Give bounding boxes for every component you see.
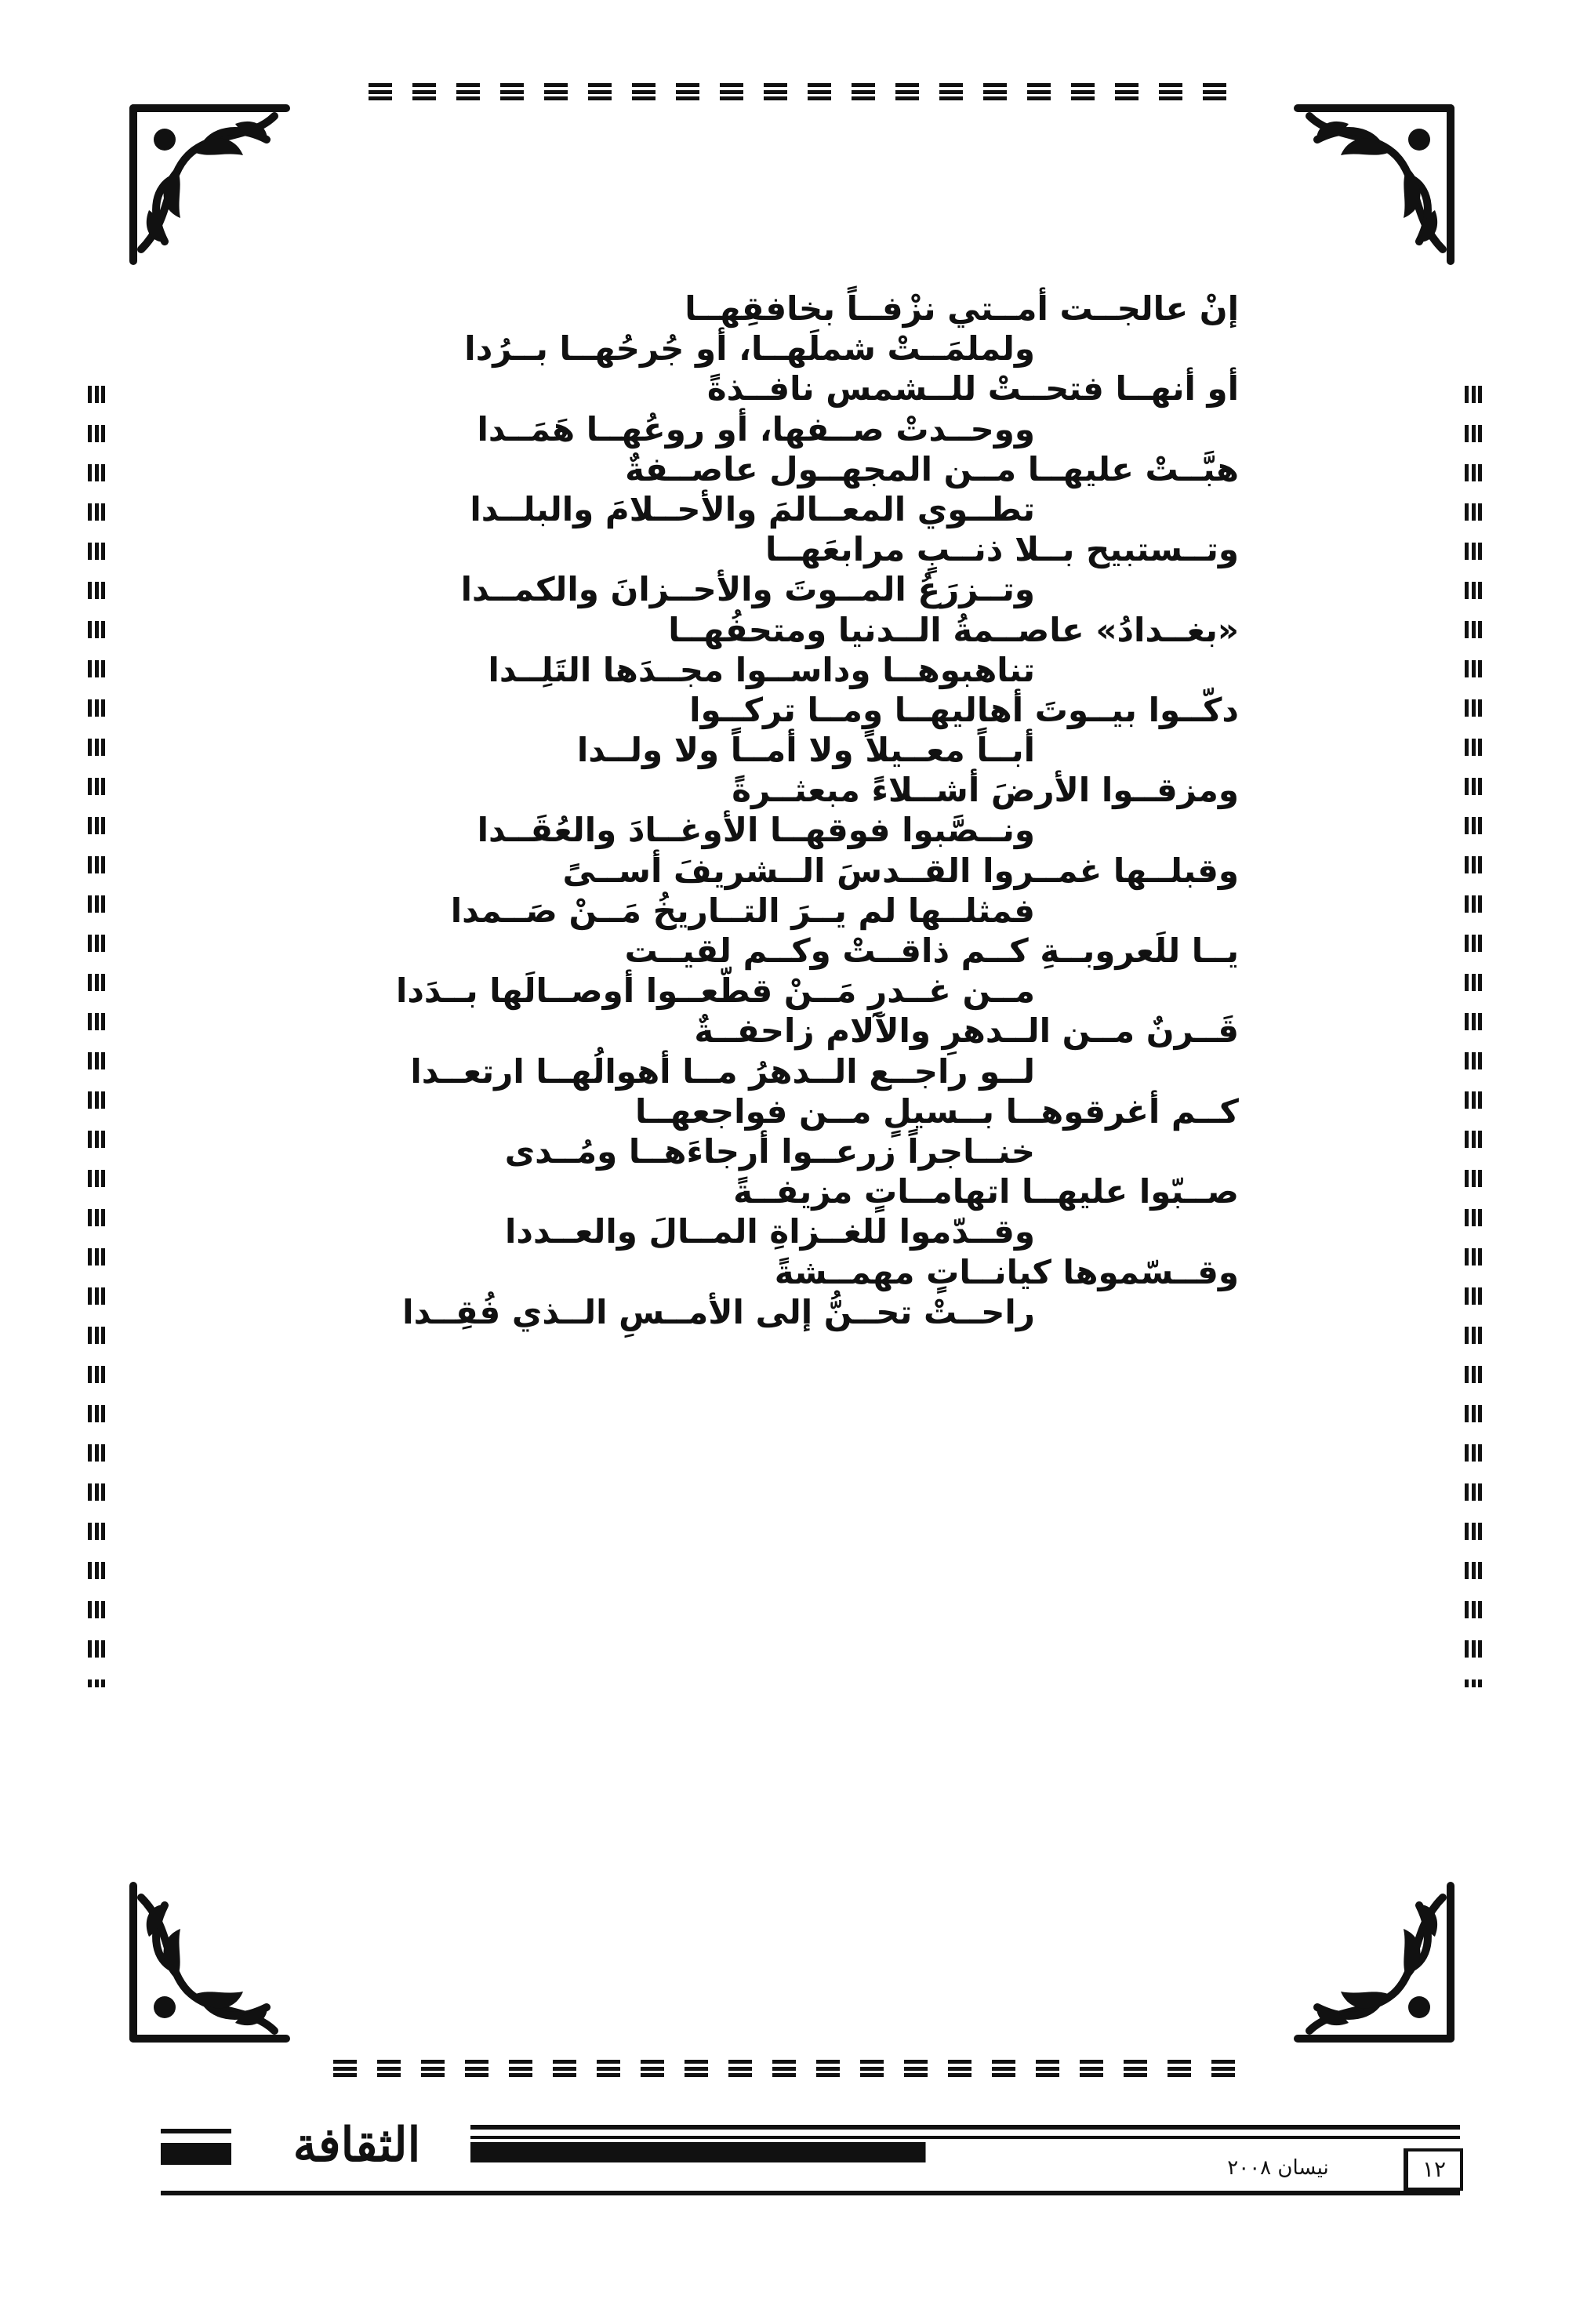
poem — [314, 289, 1270, 1332]
footer-bottom-rule — [161, 2191, 1460, 2195]
poem-line: دكّــوا بيــوتَ أهاليهــا ومــا تركــوا — [689, 690, 1239, 729]
poem-line: وقبلــها غمــروا القــدسَ الــشريفَ أســىً — [562, 851, 1239, 890]
right-dashed-border — [1465, 386, 1482, 1687]
floral-corner-ornament-icon — [118, 93, 298, 273]
floral-corner-ornament-icon — [118, 1874, 298, 2054]
poem-line: وتــستبيح بــلا ذنــبٍ مرابعَهــا — [765, 530, 1239, 569]
poem-line: خنــاجراً زرعــوا أرجاءَهــا ومُــدى — [504, 1131, 1035, 1171]
poem-line: مــن غــدرِ مَــنْ قطّعــوا أوصــالَها بــدَدا — [395, 971, 1035, 1011]
left-dashed-border — [88, 386, 105, 1687]
poem-line: راحــتْ تحــنُّ إلى الأمــسِ الــذي فُقِــدا — [402, 1292, 1035, 1331]
poem-line: «بغــدادُ» عاصــمةُ الــدنيا ومتحفُهــا — [668, 610, 1239, 649]
poem-line: ووحــدتْ صــفها، أو روعُهــا هَمَــدا — [477, 409, 1035, 448]
poem-line: قَــرنٌ مــن الــدهرِ والآلام زاحفــةٌ — [694, 1011, 1239, 1051]
issue-date: نيسان ٢٠٠٨ — [1227, 2156, 1329, 2180]
poem-line: ومزقــوا الأرضَ أشــلاءً مبعثــرةً — [732, 771, 1239, 810]
poem-line: صــبّوا عليهــا اتهامــاتٍ مزيفــةً — [733, 1172, 1239, 1211]
floral-corner-ornament-icon — [1286, 1874, 1466, 2054]
page-footer — [0, 2101, 1587, 2211]
poem-line: أبــاً معــيلاً ولا أمــاً ولا ولــدا — [576, 731, 1035, 770]
poem-line: يــا للَعروبــةِ كــم ذاقــتْ وكــم لقيــت — [624, 931, 1239, 970]
poem-line: أو أنهــا فتحــتْ للــشمس نافــذةً — [706, 369, 1239, 409]
poem-line: لــو راجــع الــدهرُ مــا أهوالُهــا ارتعــدا — [410, 1051, 1035, 1091]
poem-line: وقــسّموها كيانــاتٍ مهمــشةً — [774, 1252, 1239, 1291]
page-number: ١٢ — [1404, 2148, 1463, 2191]
bottom-dashed-rule — [333, 2060, 1235, 2077]
poem-line: إنْ عالجــت أمــتي نزْفــاً بخافقِهــا — [685, 289, 1239, 328]
magazine-masthead: الثقافة — [292, 2118, 421, 2173]
poem-line: وقــدّموا للغــزاةِ المــالَ والعــددا — [505, 1212, 1035, 1251]
poem-line: كــم أغرقوهــا بــسيلٍ مــن فواجعهــا — [635, 1091, 1239, 1131]
poem-line: فمثلــها لم يــرَ التــاريخُ مَــنْ صَــمدا — [450, 891, 1035, 930]
poem-line: ونــصَّبوا فوقهــا الأوغــادَ والعُقَــدا — [477, 811, 1035, 850]
floral-corner-ornament-icon — [1286, 93, 1466, 273]
poem-line: ولملمَــتْ شملَهــا، أو جُرحُهــا بــرُدا — [464, 329, 1035, 369]
poem-line: وتــزرَعُ المــوتَ والأحــزانَ والكمــدا — [460, 570, 1035, 609]
poem-line: هبَّــتْ عليهــا مــن المجهــول عاصــفةٌ — [625, 449, 1239, 488]
poem-line: تناهبوهــا وداســوا مجــدَها التَلِــدا — [488, 650, 1035, 689]
top-dashed-rule — [369, 83, 1231, 100]
footer-decorative-block — [161, 2129, 231, 2165]
poem-line: تطــوي المعــالمَ والأحــلامَ والبلــدا — [470, 489, 1035, 528]
